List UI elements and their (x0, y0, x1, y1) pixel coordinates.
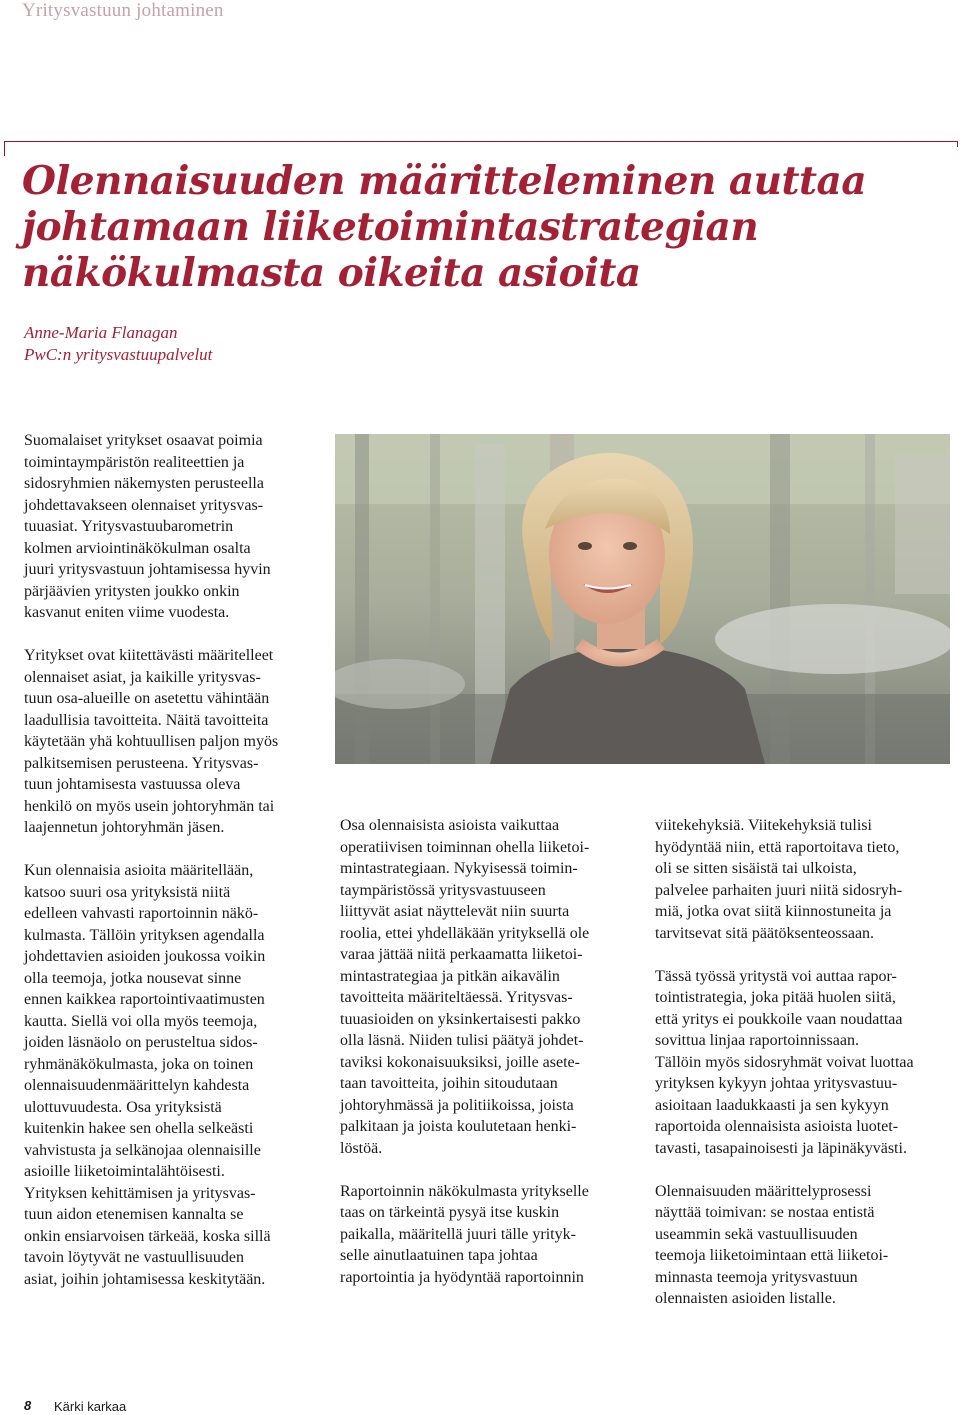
text-line: tavoin löytyvät ne vastuullisuuden (24, 1249, 244, 1266)
text-line: yrityksen kykyyn johtaa yritysvastuu- (655, 1075, 898, 1092)
text-line: tuun johtamisesta vastuussa oleva (24, 776, 241, 793)
text-line: tarvitsevat sitä päätöksenteossaan. (655, 924, 875, 942)
author-block (24, 322, 212, 366)
text-line: Raportoinnin näkökulmasta yritykselle (340, 1182, 589, 1200)
text-line: edelleen vahvasti raportoinnin näkö- (24, 905, 259, 922)
text-line: olennaisuudenmäärittelyn kahdesta (24, 1077, 250, 1094)
headline-line: johtamaan liiketoimintastrategian (22, 204, 759, 250)
text-line: viitekehyksiä. Viitekehyksiä tulisi (655, 817, 872, 834)
author-organization: PwC:n yritysvastuupalvelut (24, 345, 213, 364)
portrait-photo (335, 434, 950, 764)
text-line: sovittua linjaa raportoinnissaan. (655, 1032, 859, 1049)
page-number: 8 (24, 1398, 32, 1413)
text-line: kasvanut eniten viime vuodesta. (24, 604, 230, 621)
text-line: onkin ensiarvoisen tärkeää, koska sillä (24, 1227, 271, 1245)
text-line: asioille liiketoimintalähtöisesti. (24, 1163, 225, 1180)
text-line: selle ainutlaatuinen tapa johtaa (340, 1247, 538, 1264)
text-line: pärjäävien yritysten joukko onkin (24, 582, 240, 600)
text-line: Yrityksen kehittämisen ja yritysvas- (24, 1184, 256, 1202)
text-line: tavoitteita määriteltäessä. Yritysvas- (340, 989, 573, 1006)
text-line: raportointia ja hyödyntää raportoinnin (340, 1268, 584, 1286)
text-line: taviksi kokonaisuuksiksi, joille asete- (340, 1053, 580, 1071)
text-line: olennaiset asiat, ja kaikille yritysvas- (24, 668, 261, 686)
text-line: Tällöin myös sidosryhmät voivat luottaa (655, 1053, 914, 1071)
text-line: Tässä työssä yritystä voi auttaa rapor- (655, 967, 897, 985)
text-line: tavasti, tasapainoisesti ja läpinäkyvästi. (655, 1139, 907, 1157)
paragraph (24, 860, 324, 1290)
paragraph (340, 1181, 640, 1289)
text-line: olla läsnä. Niiden tulisi päätyä johdet- (340, 1032, 584, 1049)
text-line: Kun olennaisia asioita määritellään, (24, 862, 254, 879)
text-line: tuuasiat. Yritysvastuubarometrin (24, 518, 234, 535)
text-line: miä, jotka ovat siitä kiinnostuneita ja (655, 903, 892, 920)
frame-rule-left (4, 141, 5, 156)
text-line: ennen kaikkea raportointivaatimusten (24, 991, 265, 1008)
text-line: katsoo suuri osa yrityksistä niitä (24, 883, 231, 901)
article-headline (22, 158, 942, 296)
text-line: johdettavien asioiden joukossa voikin (24, 948, 266, 965)
text-line: juuri yritysvastuun johtamisessa hyvin (24, 561, 271, 578)
paragraph (655, 966, 955, 1160)
text-line: oli se sitten sisäistä tai ulkoista, (655, 860, 857, 877)
text-line: taympäristössä yritysvastuuseen (340, 881, 546, 899)
text-line: Yritykset ovat kiitettävästi määritelleet (24, 647, 274, 664)
text-line: johdettavakseen olennaiset yritysvas- (24, 496, 264, 514)
paragraph (655, 815, 955, 944)
paragraph (340, 815, 640, 1159)
text-line: mintastrategiaa ja pitkän aikavälin (340, 967, 560, 985)
author-name: Anne-Maria Flanagan (24, 323, 178, 342)
text-line: liittyvät asiat näyttelevät niin suurta (340, 903, 570, 920)
text-line: laadullisia tavoitteita. Näitä tavoitteita (24, 711, 269, 729)
text-line: palkitaan ja joista koulutetaan henki- (340, 1118, 577, 1135)
text-line: varaa jättää niitä perkaamatta liiketoi- (340, 946, 583, 963)
text-line: Olennaisuuden määrittelyprosessi (655, 1182, 872, 1200)
text-line: asiat, joihin johtamisessa keskitytään. (24, 1270, 266, 1288)
paragraph (24, 430, 324, 624)
text-line: löstöä. (340, 1139, 383, 1157)
text-line: toimintaympäristön realiteettien ja (24, 453, 245, 471)
paragraph (24, 645, 324, 839)
frame-rule-right (957, 141, 958, 147)
text-line: vahvistusta ja selkänojaa olennaisille (24, 1141, 261, 1159)
text-line: palkitsemisen perusteena. Yritysvas- (24, 754, 259, 772)
text-line: johtoryhmässä ja politiikoissa, joista (340, 1096, 574, 1114)
body-column-3 (655, 815, 955, 1331)
text-line: tuuasioiden on yksinkertaisesti pakko (340, 1010, 581, 1028)
headline-line: näkökulmasta oikeita asioita (22, 250, 641, 296)
text-line: roolia, ettei yhdelläkään yrityksellä ole (340, 924, 590, 942)
text-line: mintastrategiaan. Nykyisessä toimin- (340, 860, 578, 877)
text-line: henkilö on myös usein johtoryhmän tai (24, 797, 275, 815)
text-line: Suomalaiset yritykset osaavat poimia (24, 432, 263, 449)
text-line: kolmen arviointinäkökulman osalta (24, 539, 251, 557)
text-line: Osa olennaisista asioista vaikuttaa (340, 817, 560, 834)
text-line: käytetään yhä kohtuullisen paljon myös (24, 733, 279, 750)
text-line: minnasta teemoja yritysvastuun (655, 1268, 858, 1286)
text-line: tuun osa-alueille on asetettu vähintään (24, 690, 270, 707)
text-line: ulottuvuudesta. Osa yrityksistä (24, 1098, 222, 1116)
text-line: operatiivisen toiminnan ohella liiketoi- (340, 838, 590, 856)
text-line: taas on tärkeintä pysyä itse kuskin (340, 1204, 560, 1221)
text-line: raportoida olennaisista asioista luotet- (655, 1118, 899, 1135)
text-line: olennaisten asioiden listalle. (655, 1290, 836, 1307)
text-line: hyödyntää niin, että raportoitava tieto, (655, 838, 900, 856)
text-line: olla teemoja, jotka nousevat sinne (24, 969, 242, 987)
text-line: useammin sekä vastuullisuuden (655, 1225, 858, 1243)
text-line: paikalla, määritellä juuri tälle yrityk- (340, 1225, 576, 1243)
body-column-2 (340, 815, 640, 1310)
body-column-1 (24, 430, 324, 1312)
text-line: laajennetun johtoryhmän jäsen. (24, 819, 225, 836)
text-line: palvelee parhaiten juuri niitä sidosryh- (655, 881, 903, 899)
text-line: tointistrategia, joka pitää huolen siitä, (655, 989, 896, 1006)
text-line: kulmasta. Tällöin yrityksen agendalla (24, 926, 265, 944)
text-line: kautta. Siellä voi olla myös teemoja, (24, 1012, 258, 1030)
section-label: Yritysvastuun johtaminen (22, 0, 224, 21)
text-line: tuun aidon etenemisen kannalta se (24, 1206, 244, 1223)
text-line: taan tavoitteita, joihin sitoudutaan (340, 1075, 558, 1092)
headline-line: Olennaisuuden määritteleminen auttaa (22, 158, 867, 204)
text-line: asioitaan laadukkaasti ja sen kykyyn (655, 1096, 889, 1114)
text-line: näyttää toimivan: se nostaa entistä (655, 1204, 875, 1221)
text-line: ryhmänäkökulmasta, joka on toinen (24, 1055, 254, 1073)
frame-rule-top (4, 141, 958, 142)
text-line: joiden läsnäolo on perusteltua sidos- (24, 1034, 258, 1051)
paragraph (655, 1181, 955, 1310)
text-line: että yritys ei poukkoile vaan noudattaa (655, 1010, 903, 1028)
publication-name: Kärki karkaa (54, 1399, 127, 1414)
text-line: sidosryhmien näkemysten perusteella (24, 475, 264, 492)
text-line: teemoja liiketoimintaan että liiketoi- (655, 1247, 889, 1264)
text-line: kuitenkin hakee sen ohella selkeästi (24, 1120, 254, 1137)
